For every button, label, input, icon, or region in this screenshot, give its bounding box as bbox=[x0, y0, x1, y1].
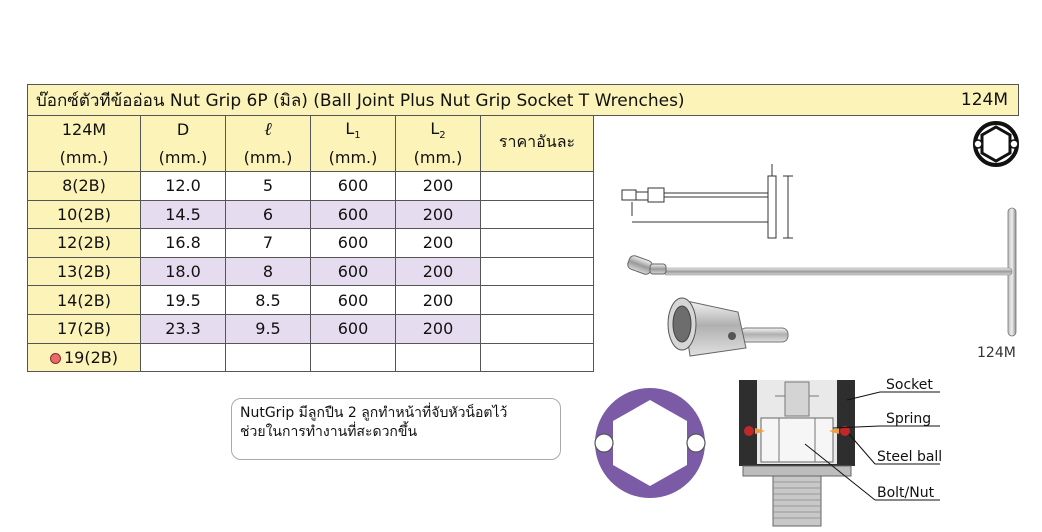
unit-l1: (mm.) bbox=[311, 144, 396, 172]
spec-table bbox=[27, 115, 594, 372]
cell-model: 8(2B) bbox=[28, 172, 141, 201]
header-price: ราคาอันละ bbox=[481, 116, 594, 172]
cell-d: 18.0 bbox=[141, 257, 226, 286]
cell-ell: 9.5 bbox=[226, 314, 311, 343]
cell-price bbox=[481, 229, 594, 258]
cell-price bbox=[481, 343, 594, 372]
title-bar bbox=[27, 84, 1019, 116]
header-l1: $L_1$ bbox=[311, 116, 396, 144]
note-line-1: NutGrip มีลูกปืน 2 ลูกทำหน้าที่จับหัวน็อตไว้ bbox=[240, 405, 508, 421]
cell-l2: 200 bbox=[396, 229, 481, 258]
cell-d bbox=[141, 343, 226, 372]
cell-ell: 6 bbox=[226, 200, 311, 229]
note-line-2: ช่วยในการทำงานที่สะดวกขึ้น bbox=[240, 424, 418, 440]
cell-l2: 200 bbox=[396, 172, 481, 201]
cell-d: 12.0 bbox=[141, 172, 226, 201]
cell-ell: 8 bbox=[226, 257, 311, 286]
header-ell: ℓ bbox=[226, 116, 311, 144]
small-hex-socket-icon bbox=[972, 121, 1020, 167]
socket-closeup-image bbox=[660, 290, 790, 362]
spring-label: Spring bbox=[886, 411, 932, 427]
cell-l2: 200 bbox=[396, 200, 481, 229]
cell-ell bbox=[226, 343, 311, 372]
product-model: 124M bbox=[960, 90, 1008, 110]
cell-model: 12(2B) bbox=[28, 229, 141, 258]
table-row bbox=[28, 286, 594, 315]
cell-l1: 600 bbox=[311, 257, 396, 286]
cell-l1: 600 bbox=[311, 172, 396, 201]
cell-ell: 5 bbox=[226, 172, 311, 201]
cell-price bbox=[481, 286, 594, 315]
cell-l2 bbox=[396, 343, 481, 372]
unit-ell: (mm.) bbox=[226, 144, 311, 172]
cell-d: 16.8 bbox=[141, 229, 226, 258]
table-row bbox=[28, 229, 594, 258]
socket-label: Socket bbox=[886, 377, 933, 393]
cell-model: 14(2B) bbox=[28, 286, 141, 315]
product-model-label: 124M bbox=[977, 345, 1016, 361]
bolt-nut-label: Bolt/Nut bbox=[877, 485, 935, 501]
table-row bbox=[28, 257, 594, 286]
cell-price bbox=[481, 200, 594, 229]
cell-ell: 7 bbox=[226, 229, 311, 258]
header-model: 124M bbox=[28, 116, 141, 144]
cell-l2: 200 bbox=[396, 314, 481, 343]
cell-model: 10(2B) bbox=[28, 200, 141, 229]
cell-l1: 600 bbox=[311, 200, 396, 229]
table-row bbox=[28, 172, 594, 201]
header-d: D bbox=[141, 116, 226, 144]
table-row bbox=[28, 343, 594, 372]
unit-model: (mm.) bbox=[28, 144, 141, 172]
cell-l1: 600 bbox=[311, 314, 396, 343]
cell-l2: 200 bbox=[396, 257, 481, 286]
unit-l2: (mm.) bbox=[396, 144, 481, 172]
cell-price bbox=[481, 314, 594, 343]
nutgrip-note bbox=[231, 398, 561, 460]
cell-model: 17(2B) bbox=[28, 314, 141, 343]
cell-d: 19.5 bbox=[141, 286, 226, 315]
cell-price bbox=[481, 257, 594, 286]
cell-l1: 600 bbox=[311, 286, 396, 315]
cell-d: 23.3 bbox=[141, 314, 226, 343]
header-row bbox=[28, 116, 594, 144]
cell-d: 14.5 bbox=[141, 200, 226, 229]
cell-l2: 200 bbox=[396, 286, 481, 315]
product-title: บ๊อกซ์ตัวทีข้ออ่อน Nut Grip 6P (มิล) (Ball Joint Plus Nut Grip Socket T Wrenches) bbox=[36, 90, 685, 111]
cell-model: 19(2B) bbox=[28, 343, 141, 372]
header-l2: $L_2$ bbox=[396, 116, 481, 144]
steel-ball-label: Steel ball bbox=[877, 449, 943, 465]
cell-ell: 8.5 bbox=[226, 286, 311, 315]
table-row bbox=[28, 200, 594, 229]
cell-model: 13(2B) bbox=[28, 257, 141, 286]
unit-d: (mm.) bbox=[141, 144, 226, 172]
cell-price bbox=[481, 172, 594, 201]
hex-socket-icon bbox=[590, 386, 710, 500]
table-row bbox=[28, 314, 594, 343]
new-item-dot-icon bbox=[50, 353, 61, 364]
cell-l1: 600 bbox=[311, 229, 396, 258]
cell-l1 bbox=[311, 343, 396, 372]
